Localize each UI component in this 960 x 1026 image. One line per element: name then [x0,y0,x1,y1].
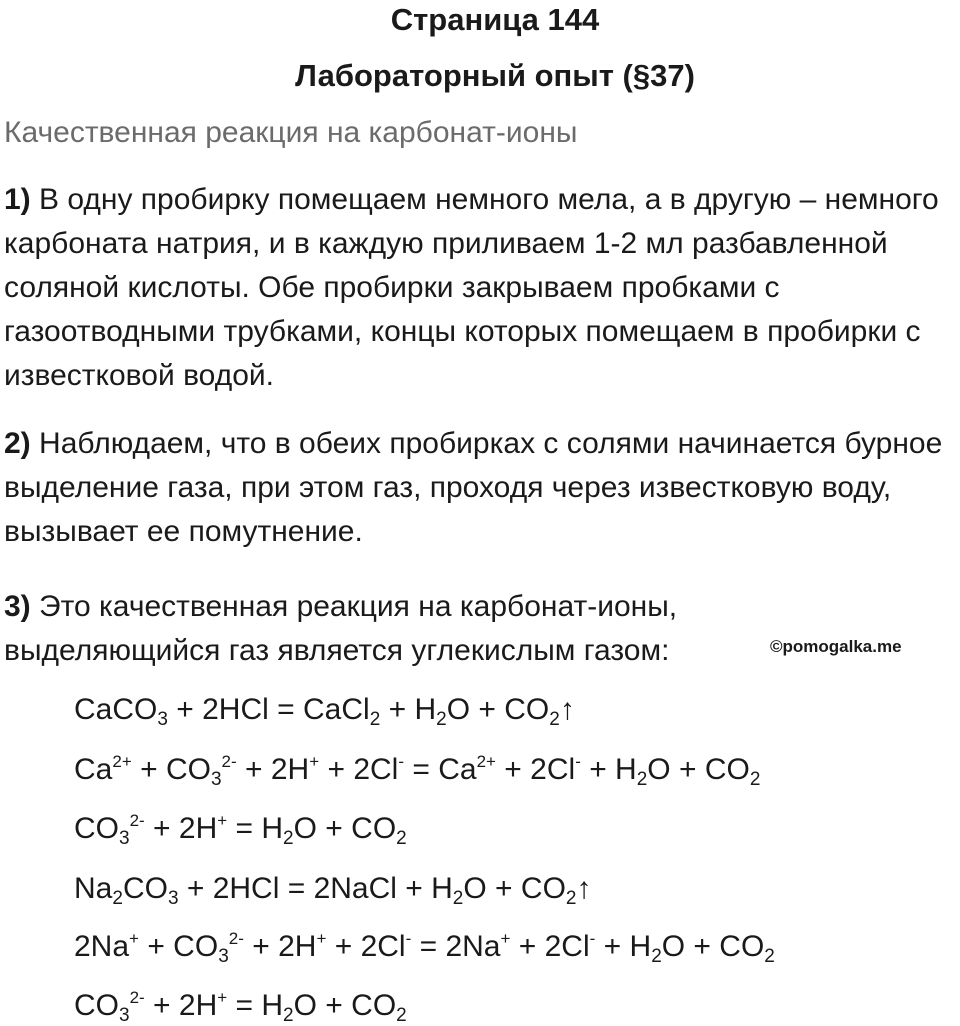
step-number: 1) [4,183,31,216]
equation-3: $CO_3^{2-} + 2H^+ = H_2O + CO_2$ [74,811,407,849]
equation-2: $Ca^{2+} + CO_3^{2-} + 2H^+ + 2Cl^- = Ca^{2+} + 2Cl^- + H_2O + CO_2$ [74,752,761,790]
step-1 [4,178,960,398]
step-text: Это качественная реакция на карбонат-ионы, выделяющийся газ является углекислым газом: [4,590,678,667]
step-text: В одну пробирку помещаем немного мела, а в другую – немного карбоната натрия, и в каждую приливаем 1-2 мл разбавленной соляной кислоты. Обе пробирки закрываем пробками с газоотводными трубками, концы которых помещаем в пробирки с известковой водой. [4,183,939,392]
step-2 [4,422,960,554]
watermark: ©pomogalka.me [770,637,902,656]
lab-title: Лабораторный опыт (§37) [295,58,695,93]
subtitle: Качественная реакция на карбонат-ионы [4,116,578,149]
step-3 [4,585,764,673]
page-title: Страница 144 [390,2,600,37]
equation-5: $2Na^+ + CO_3^{2-} + 2H^+ + 2Cl^- = 2Na^+ + 2Cl^- + H_2O + CO_2$ [74,929,775,967]
equation-6: $CO_3^{2-} + 2H^+ = H_2O + CO_2$ [74,988,407,1026]
step-number: 2) [4,427,31,460]
step-text: Наблюдаем, что в обеих пробирках с солями начинается бурное выделение газа, при этом газ, проходя через известковую воду, вызывает ее помутнение. [4,427,943,548]
equation-4: $Na_2CO_3 + 2HCl$ = 2NaCl + $H_2O$ + $CO_2↑$ [74,872,592,909]
step-number: 3) [4,590,31,623]
equation-1: CaCO$_3$ + 2HCl = CaCl$_2$ + $H_2O$ + $CO_2↑$ [74,693,575,730]
